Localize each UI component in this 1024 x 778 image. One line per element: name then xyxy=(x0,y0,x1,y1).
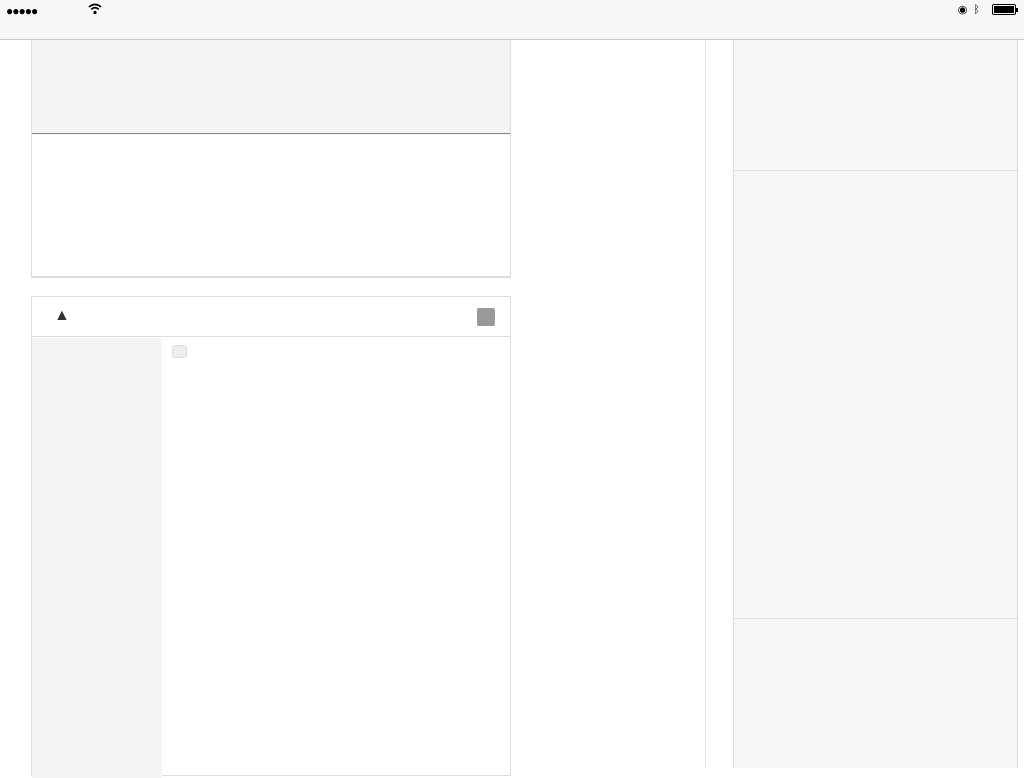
mash-only-checkbox[interactable] xyxy=(172,345,187,358)
orientation-lock-icon: ◉ xyxy=(957,4,968,16)
triangle-up-icon: ▲ xyxy=(54,307,71,324)
status-right xyxy=(958,3,1016,16)
sidebar-divider xyxy=(734,618,1019,619)
salt-label-column xyxy=(32,338,162,778)
carrier-indicator xyxy=(6,4,40,18)
signal-icon: ●●●●● xyxy=(6,4,38,18)
water-calc-panel xyxy=(31,40,511,278)
content-edge xyxy=(705,40,706,768)
help-button[interactable] xyxy=(477,308,495,326)
bluetooth-icon: ᛒ xyxy=(973,3,980,16)
browser-status-bar xyxy=(0,0,1024,40)
salt-additions-panel xyxy=(31,296,511,776)
sidebar-divider xyxy=(734,170,1019,171)
results-section xyxy=(32,135,510,277)
target-profile-section xyxy=(32,40,510,134)
sidebar xyxy=(733,40,1018,768)
mash-only-option[interactable] xyxy=(172,345,191,358)
hide-toggle[interactable] xyxy=(54,307,70,325)
battery-icon xyxy=(992,4,1016,15)
wifi-icon xyxy=(88,3,102,18)
salt-additions-header xyxy=(32,297,510,337)
